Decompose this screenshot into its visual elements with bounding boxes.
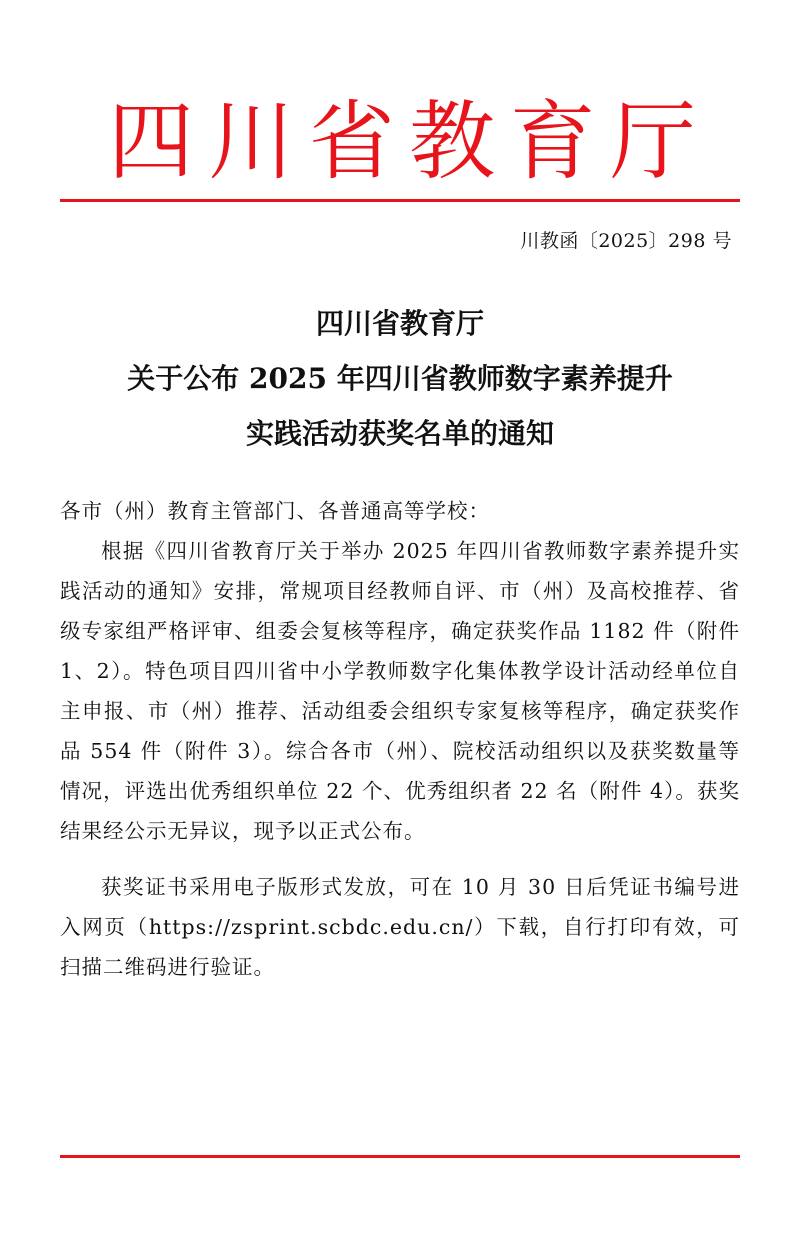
masthead-char: 教: [409, 92, 496, 192]
masthead-char: 省: [308, 92, 395, 192]
title-line-3: 实践活动获奖名单的通知: [245, 417, 554, 450]
document-body: [60, 491, 740, 987]
body-paragraph: 获奖证书采用电子版形式发放，可在 10 月 30 日后凭证书编号进入网页（https://zsprint.scbdc.edu.cn/）下载，自行打印有效，可扫描二维码进行验证。: [60, 875, 740, 979]
masthead-char: 育: [509, 92, 596, 192]
masthead-char: 四: [108, 92, 194, 192]
masthead-char: 厅: [609, 92, 696, 192]
footer-divider: [60, 1155, 740, 1158]
title-line-2: 关于公布 2025 年四川省教师数字素养提升: [127, 362, 673, 395]
masthead-divider: [60, 199, 740, 202]
salutation: 各市（州）教育主管部门、各普通高等学校：: [60, 499, 490, 523]
title-line-1: 四川省教育厅: [315, 307, 484, 340]
document-number: 川教函〔2025〕298 号: [520, 230, 732, 252]
body-paragraph: 根据《四川省教育厅关于举办 2025 年四川省教师数字素养提升实践活动的通知》安排，常规项目经教师自评、市（州）及高校推荐、省级专家组严格评审、组委会复核等程序，确定获奖作品 1182 件（附件 1、2）。特色项目四川省中小学教师数字化集体教学设计活动经单位自主申报、市（州）推荐、活动组委会组织专家复核等程序，确定获奖作品 554 件（附件 3）。综合各市（州）、院校活动组织以及获奖数量等情况，评选出优秀组织单位 22 个、优秀组织者 22 名（附件 4）。获奖结果经公示无异议，现予以正式公布。: [60, 539, 740, 843]
masthead: [60, 92, 740, 192]
masthead-char: 川: [208, 92, 295, 192]
document-title: [60, 296, 740, 461]
